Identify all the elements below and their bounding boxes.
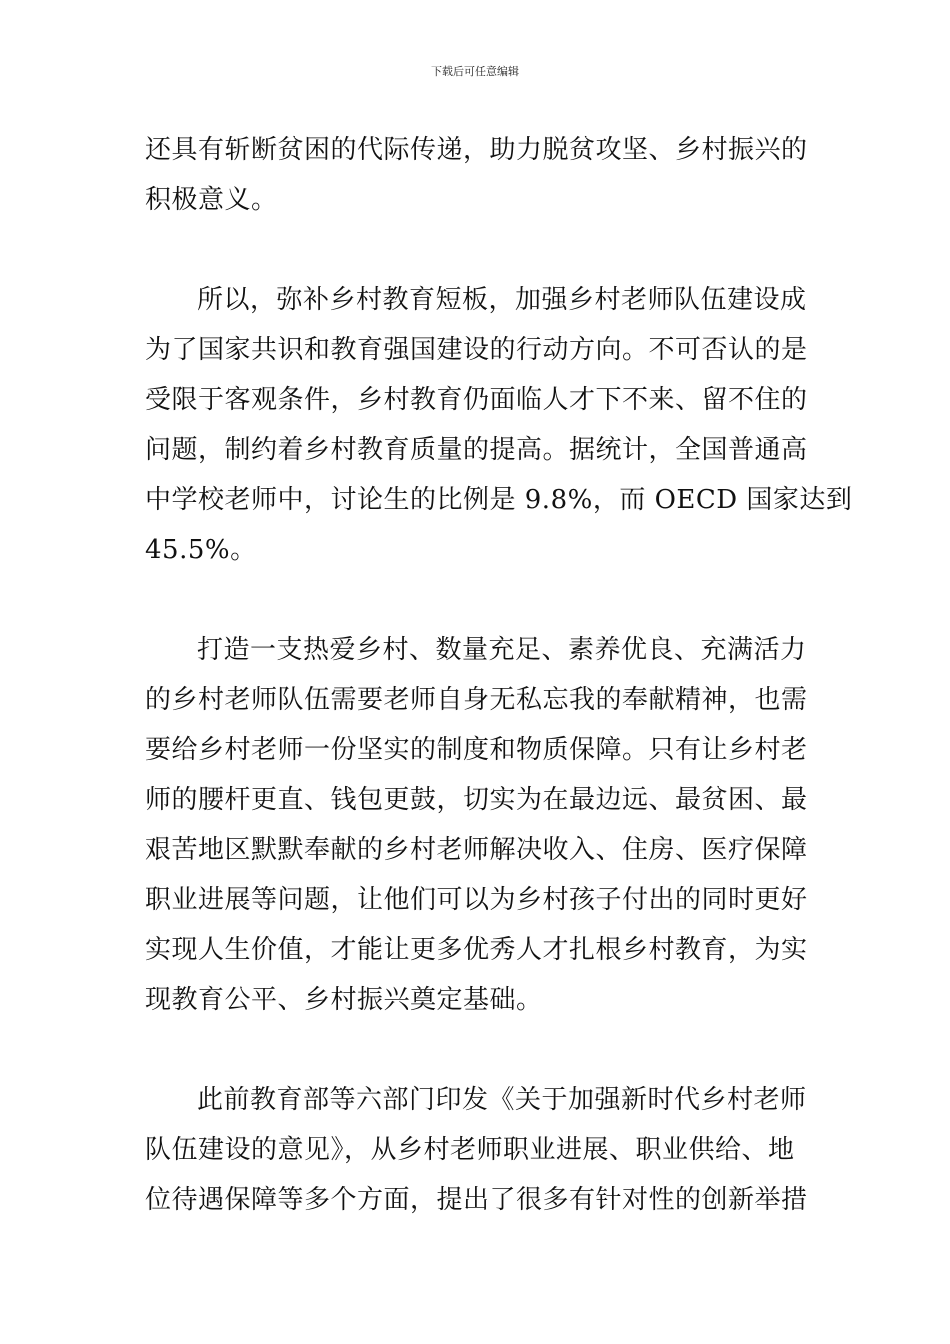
text-line: 为了国家共识和教育强国建设的行动方向。不可否认的是 (145, 335, 808, 365)
text-line: 队伍建设的意见》，从乡村老师职业进展、职业供给、地 (145, 1135, 795, 1165)
text-line: 师的腰杆更直、钱包更鼓，切实为在最边远、最贫困、最 (145, 785, 808, 815)
paragraph-spacer (145, 225, 815, 275)
text-line: 打造一支热爱乡村、数量充足、素养优良、充满活力 (197, 635, 807, 665)
paragraph-3 (145, 625, 815, 1025)
page-header: 下载后可任意编辑 (431, 65, 519, 78)
paragraph-4 (145, 1075, 815, 1225)
text-line: 45.5%。 (145, 535, 257, 565)
text-line: 此前教育部等六部门印发《关于加强新时代乡村老师 (197, 1085, 807, 1115)
text-line: 的乡村老师队伍需要老师自身无私忘我的奉献精神，也需 (145, 685, 808, 715)
text-line: 艰苦地区默默奉献的乡村老师解决收入、住房、医疗保障 (145, 835, 808, 865)
text-line: 位待遇保障等多个方面，提出了很多有针对性的创新举措 (145, 1185, 808, 1215)
paragraph-1 (145, 125, 815, 225)
text-line: 还具有斩断贫困的代际传递，助力脱贫攻坚、乡村振兴的 (145, 135, 808, 165)
text-line: 实现人生价值，才能让更多优秀人才扎根乡村教育，为实 (145, 935, 808, 965)
text-line: 问题，制约着乡村教育质量的提高。据统计，全国普通高 (145, 435, 808, 465)
paragraph-spacer (145, 575, 815, 625)
text-line: 职业进展等问题，让他们可以为乡村孩子付出的同时更好 (145, 885, 808, 915)
text-line: 要给乡村老师一份坚实的制度和物质保障。只有让乡村老 (145, 735, 808, 765)
text-line: 受限于客观条件，乡村教育仍面临人才下不来、留不住的 (145, 385, 808, 415)
text-line: 现教育公平、乡村振兴奠定基础。 (145, 985, 543, 1015)
paragraph-2 (145, 275, 853, 575)
paragraph-spacer (145, 1025, 815, 1075)
text-line: 所以，弥补乡村教育短板，加强乡村老师队伍建设成 (197, 285, 807, 315)
text-line: 积极意义。 (145, 185, 278, 215)
document-body (145, 125, 853, 1225)
text-line: 中学校老师中，讨论生的比例是 9.8%，而 OECD 国家达到 (145, 485, 853, 515)
